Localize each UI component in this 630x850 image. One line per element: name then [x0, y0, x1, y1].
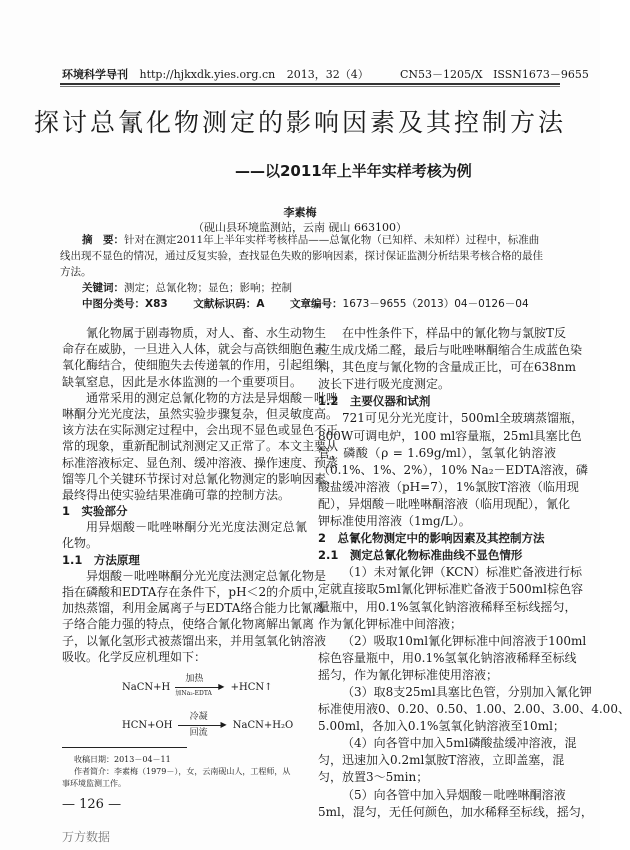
body-text-line: 该方法在实际测定过程中，会出现不显色或显色不正	[62, 423, 339, 438]
section-heading: 1 实验部分	[62, 504, 128, 519]
body-text-line: （0.1%、1%、2%），10% Na₂－EDTA溶液，磷	[318, 462, 588, 477]
watermark: 万方数据	[62, 830, 111, 844]
body-text-line: 配），异烟酸－吡唑啉酮溶液（临用现配），氰化	[318, 496, 571, 511]
right-column	[318, 325, 630, 821]
abstract-line: 方法。	[60, 266, 92, 278]
arrow-head-icon: ▶	[220, 720, 227, 729]
article-number-label: 文章编号：	[290, 298, 343, 310]
body-text-line: 5ml，混匀，无任何颜色，加水稀释至标线，摇匀，	[318, 804, 593, 819]
equation-2	[122, 712, 294, 738]
header-rule-thin	[60, 86, 560, 87]
body-text-line: （3）取8支25ml具塞比色管，分别加入氰化钾	[342, 684, 592, 699]
arrow-condition-above: 冷凝	[189, 712, 208, 722]
cn-number: CN53－1205/X	[400, 68, 483, 81]
reaction-arrow	[178, 712, 227, 738]
body-text-line: 常的现象，重新配制试剂测定又正常了。本文主要从	[62, 439, 339, 454]
equation-rhs: NaCN+H₂O	[232, 720, 294, 731]
author-name: 李素梅	[283, 206, 317, 219]
equation-rhs: +HCN↑	[230, 682, 273, 693]
body-text-line: 标准使用液0、0.20、0.50、1.00、2.00、3.00、4.00、	[318, 702, 630, 717]
body-text-line: 量瓶中，用0.1%氢氧化钠溶液稀释至标线摇匀，	[318, 599, 577, 614]
body-text-line: 波长下进行吸光度测定。	[318, 377, 451, 392]
paper-subtitle: ——以2011年上半年实样考核为例	[235, 162, 472, 180]
received-date: 收稿日期：2013－04－11	[74, 755, 171, 764]
keywords-label: 关键词：	[82, 282, 124, 294]
body-text-line: 在中性条件下，样品中的氰化物与氯胺T反	[342, 326, 567, 340]
body-text-line: 标准溶液标定、显色剂、缓冲溶液、操作速度、预蒸	[62, 455, 339, 470]
body-text-line: 子，以氰化氢形式被蒸馏出来，并用氢氧化钠溶液	[62, 633, 327, 648]
body-text-line: 命存在威胁，一旦进入人体，就会与高铁细胞色素	[62, 342, 327, 357]
body-text-line: 馏等几个关键环节探讨对总氰化物测定的影响因素，	[62, 471, 339, 486]
left-column	[62, 325, 339, 665]
doc-code-value: A	[256, 298, 265, 310]
body-text-line: 酸盐缓冲溶液（pH=7），1%氯胺T溶液（临用现	[318, 479, 579, 494]
abstract-label: 摘 要：	[82, 234, 124, 246]
equation-lhs: HCN+OH	[122, 720, 173, 731]
body-text-line: 异烟酸－吡唑啉酮分光光度法测定总氰化物是	[86, 568, 327, 583]
body-text-line: （2）吸取10ml氰化钾标准中间溶液于100ml	[342, 633, 587, 648]
body-text-line: （1）未对氰化钾（KCN）标准贮备液进行标	[342, 565, 582, 580]
body-text-line: 应生成戊烯二醛，最后与吡唑啉酮缩合生成蓝色染	[318, 343, 583, 358]
body-text-line: 定就直接取5ml氰化钾标准贮备液于500ml棕色容	[318, 582, 583, 597]
running-header-left	[62, 66, 369, 82]
body-text-line: 匀，迅速加入0.2ml氯胺T溶液，立即盖塞，混	[318, 753, 565, 768]
page-number: — 126 —	[62, 797, 122, 812]
section-heading: 1.2 主要仪器和试剂	[318, 394, 431, 409]
doc-code-label: 文献标识码：	[193, 298, 257, 310]
clc-value: X83	[145, 298, 168, 310]
body-text-line: 匀，放置3～5min；	[318, 770, 429, 785]
body-text-line: 指在磷酸和EDTA存在条件下，pH＜2的介质中，	[62, 585, 327, 599]
abstract-text: 针对在测定2011年上半年实样考核样品——总氰化物（已知样、未知样）过程中，标准曲	[124, 234, 540, 246]
body-text-line: 化物。	[62, 536, 99, 551]
keywords	[60, 281, 572, 297]
clc-label: 中图分类号：	[82, 298, 145, 310]
section-heading: 1.1 方法原理	[62, 552, 140, 567]
body-text-line: 通常采用的测定总氰化物的方法是异烟酸－吡唑	[86, 390, 339, 405]
body-text-line: 作为氰化钾标准中间溶液；	[318, 616, 463, 631]
body-text-line: （5）向各管中加入异烟酸－吡唑啉酮溶液	[342, 787, 566, 802]
article-number-value: 1673－9655（2013）04－0126－04	[342, 298, 529, 310]
body-text-line: 摇匀，作为氰化钾标准使用溶液；	[318, 667, 499, 682]
journal-name: 环境科学导刊	[62, 68, 128, 81]
section-heading: 2 总氰化物测定中的影响因素及其控制方法	[318, 531, 545, 546]
running-header-right	[400, 66, 589, 82]
author-bio-cont: 事环境监测工作。	[62, 779, 126, 788]
footnote-rule	[62, 747, 187, 748]
body-text-line: 800W可调电炉，100 ml容量瓶，25ml具塞比色	[318, 428, 582, 443]
body-text-line: 721可见分光光度计，500ml全玻璃蒸馏瓶，	[342, 411, 584, 426]
body-text-line: 管，磷酸（ρ = 1.69g/ml），氢氧化钠溶液	[318, 445, 556, 460]
author-affiliation: （砚山县环境监测站，云南 砚山 663100）	[193, 221, 407, 234]
body-text-line: 钾标准使用溶液（1mg/L）。	[318, 514, 471, 529]
body-text-line: 最终得出使实验结果准确可靠的控制方法。	[62, 487, 291, 502]
arrow-condition-below: 回流	[189, 728, 208, 738]
body-text-line: 料，其色度与氰化物的含量成正比，可在638nm	[318, 360, 577, 375]
paper-title: 探讨总氰化物测定的影响因素及其控制方法	[33, 108, 566, 137]
body-text-line: 啉酮分光光度法，虽然实验步骤复杂，但灵敏度高。	[62, 406, 339, 421]
body-text-line: （4）向各管中加入5ml磷酸盐缓冲溶液，混	[342, 736, 577, 751]
author-bio: 作者简介：李素梅（1979－），女，云南砚山人，工程师，从	[74, 767, 291, 776]
equation-lhs: NaCN+H	[122, 682, 171, 693]
body-text-line: 氧化酶结合，使细胞失去传递氧的作用，引起组织	[62, 358, 327, 373]
reaction-arrow	[175, 674, 225, 697]
body-text-line: 5.00ml，各加入0.1%氢氧化钠溶液至10ml；	[318, 719, 565, 734]
arrow-condition-below: 加Na₂-EDTA	[175, 690, 212, 697]
body-text-line: 棕色容量瓶中，用0.1%氢氧化钠溶液稀释至标线	[318, 650, 577, 665]
body-text-line: 加热蒸馏，利用金属离子与EDTA络合能力比氰离	[62, 601, 325, 616]
header-rule	[60, 83, 560, 85]
section-heading: 2.1 测定总氰化物标准曲线不显色情形	[318, 548, 523, 563]
keywords-text: 测定；总氰化物；显色；影响；控制	[124, 282, 292, 294]
body-text-line: 用异烟酸－吡唑啉酮分光光度法测定总氰	[86, 520, 307, 535]
classification-line	[60, 297, 572, 313]
arrow-condition-above: 加热	[185, 674, 204, 684]
abstract-line	[60, 233, 550, 249]
body-text-line: 缺氧窒息，因此是水体监测的一个重要项目。	[62, 374, 303, 389]
equation-1	[122, 674, 273, 697]
journal-issue: 2013，32（4）	[286, 68, 369, 81]
body-text-line: 氰化物属于剧毒物质，对人、畜、水生动物生	[86, 326, 327, 340]
journal-url: http://hjkxdk.yies.org.cn	[139, 68, 276, 81]
abstract-line: 线出现不显色的情况，通过反复实验，查找显色失败的影响因素，探讨保证监测分析结果考核合格的最佳	[60, 250, 543, 262]
arrow-head-icon: ▶	[218, 682, 225, 691]
body-text-line: 吸收。化学反应机理如下：	[62, 649, 207, 664]
issn-number: ISSN1673－9655	[493, 68, 589, 81]
body-text-line: 子络合能力强的特点，使络合氰化物离解出氰离	[62, 617, 315, 632]
